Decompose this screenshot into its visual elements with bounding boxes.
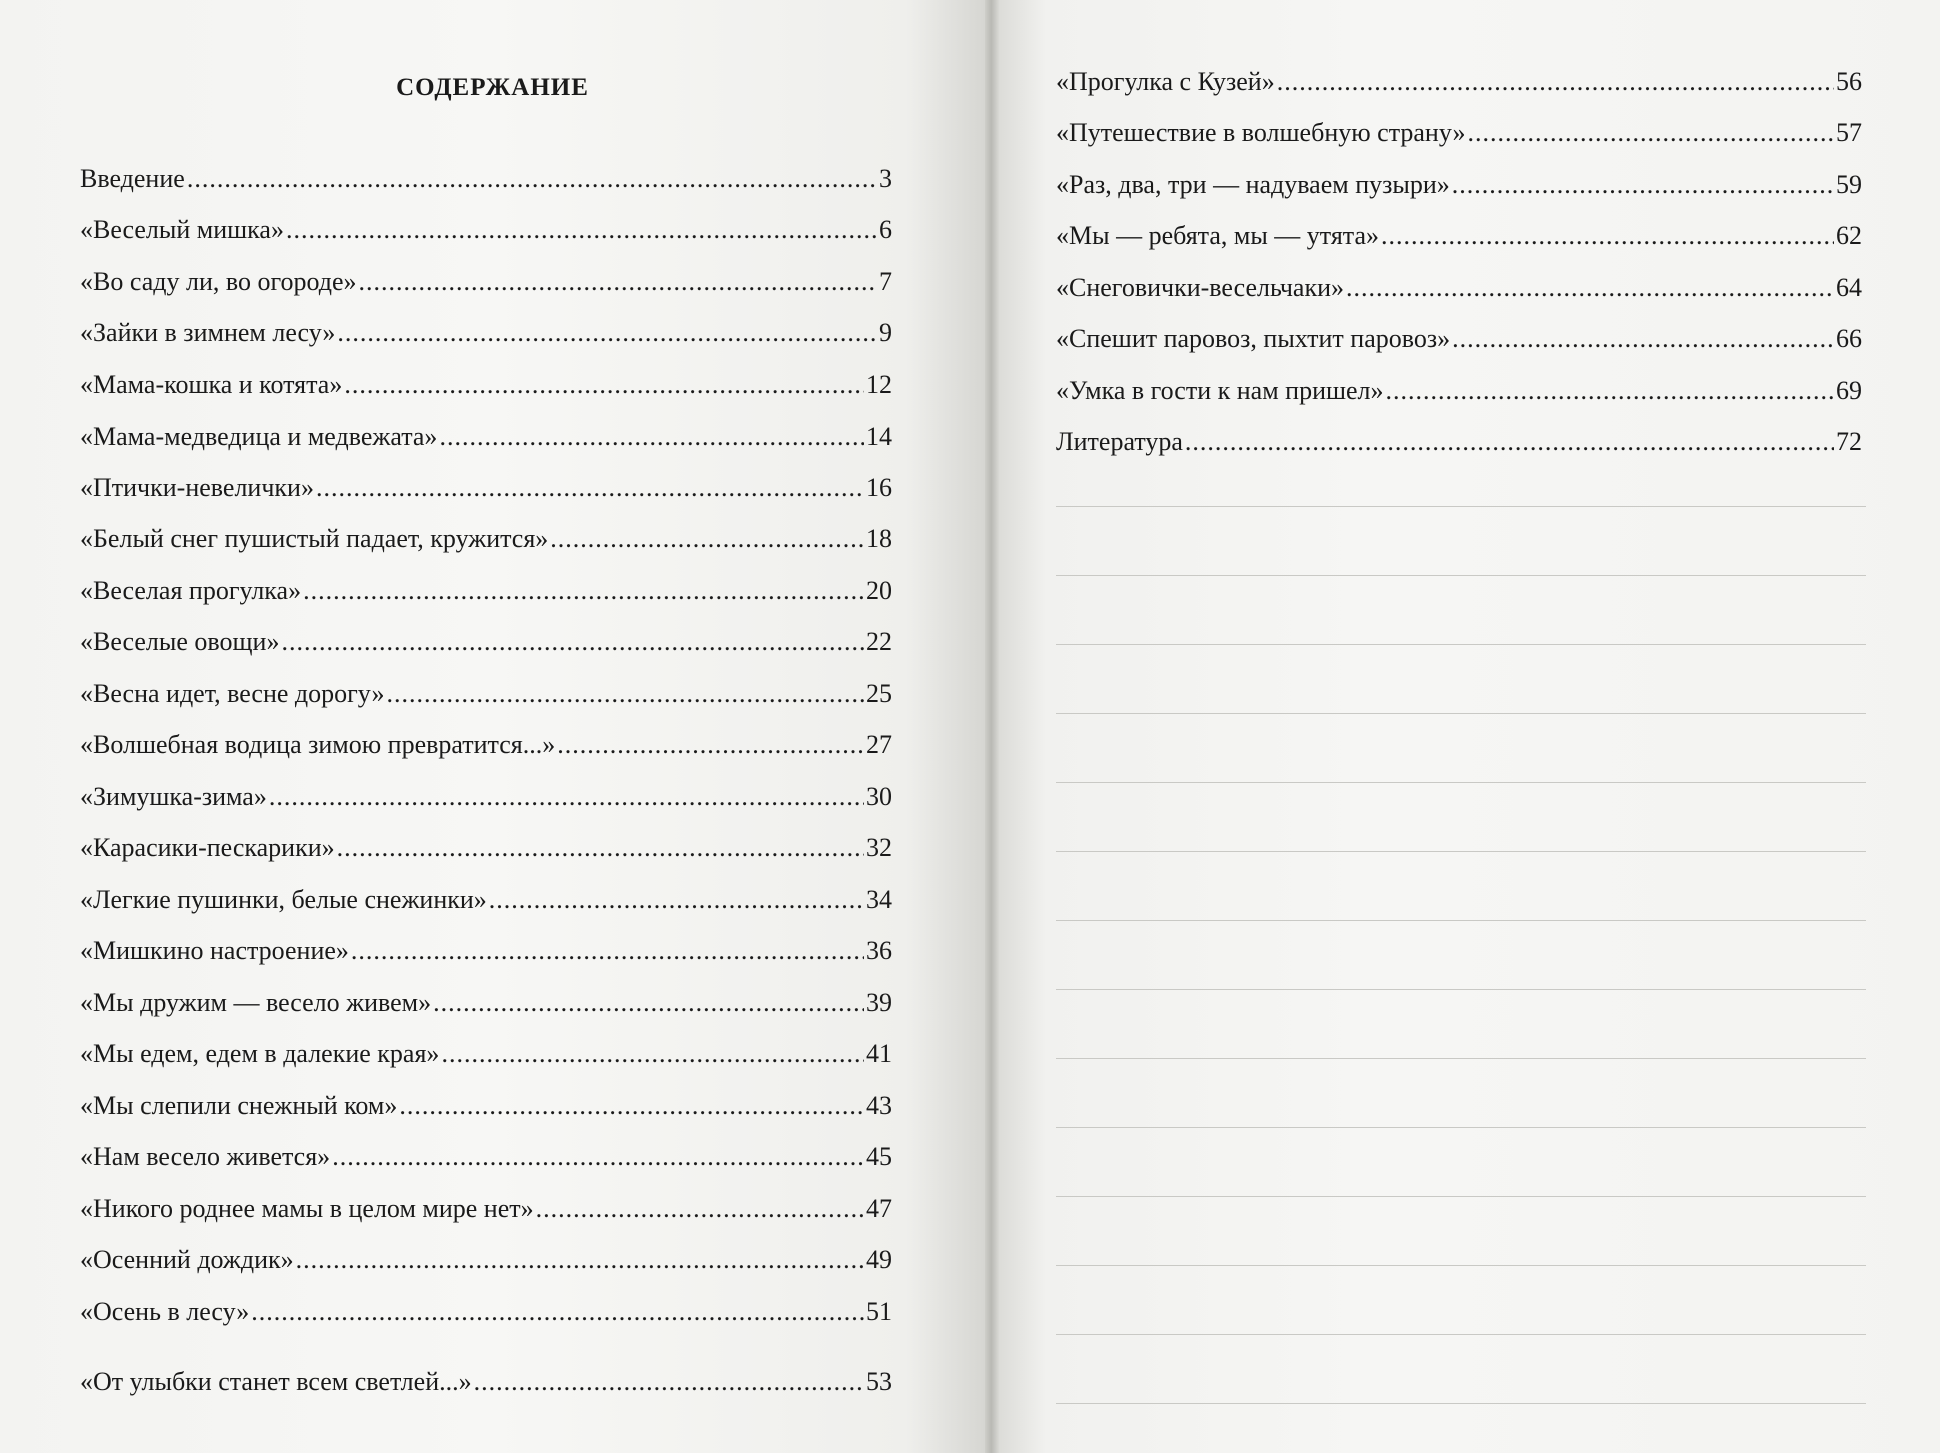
dot-leader (1277, 66, 1834, 98)
dot-leader (1185, 426, 1834, 458)
toc-entry-title: «Мы едем, едем в далекие края» (80, 1039, 440, 1068)
notes-line (1056, 1334, 1866, 1335)
toc-entry-title: «Мама-медведица и медвежата» (80, 422, 438, 451)
toc-entry-page: 34 (866, 885, 892, 914)
toc-entry-title: «Зайки в зимнем лесу» (80, 318, 336, 347)
toc-entry (80, 678, 892, 710)
toc-entry-title: «Никого роднее мамы в целом мире нет» (80, 1194, 534, 1223)
toc-entry (80, 781, 892, 813)
toc-entry (80, 1296, 892, 1328)
toc-entry (80, 317, 892, 349)
toc-entry (1056, 272, 1862, 304)
notes-line (1056, 989, 1866, 990)
toc-entry-page: 62 (1836, 221, 1862, 250)
toc-entry (80, 421, 892, 453)
toc-entry-page: 72 (1836, 427, 1862, 456)
toc-entry-page: 49 (866, 1245, 892, 1274)
dot-leader (489, 884, 864, 916)
dot-leader (474, 1366, 864, 1398)
toc-entry-title: «Осенний дождик» (80, 1245, 294, 1274)
toc-entry (1056, 426, 1862, 458)
toc-entry-title: «Мы — ребята, мы — утята» (1056, 221, 1380, 250)
toc-entry (80, 935, 892, 967)
toc-entry-page: 27 (866, 730, 892, 759)
toc-entry-page: 51 (866, 1297, 892, 1326)
toc-entry (1056, 375, 1862, 407)
toc-entry (1056, 169, 1862, 201)
toc-entry-page: 57 (1836, 118, 1862, 147)
toc-entry-page: 41 (866, 1039, 892, 1068)
notes-line (1056, 1196, 1866, 1197)
toc-entry-page: 64 (1836, 273, 1862, 302)
toc-entry-page: 47 (866, 1194, 892, 1223)
toc-entry-page: 30 (866, 782, 892, 811)
toc-entry (80, 266, 892, 298)
dot-leader (1452, 323, 1834, 355)
toc-entry-title: «Белый снег пушистый падает, кружится» (80, 524, 549, 553)
notes-line (1056, 1058, 1866, 1059)
dot-leader (251, 1296, 864, 1328)
toc-entry-title: «Карасики-пескарики» (80, 833, 335, 862)
dot-leader (332, 1141, 864, 1173)
notes-line (1056, 851, 1866, 852)
toc-entry (80, 626, 892, 658)
dot-leader (337, 832, 864, 864)
right-page (999, 0, 1940, 1453)
toc-entry-page: 16 (866, 473, 892, 502)
dot-leader (441, 1038, 864, 1070)
dot-leader (550, 523, 864, 555)
toc-entry (80, 1244, 892, 1276)
toc-entry (80, 1193, 892, 1225)
dot-leader (1452, 169, 1834, 201)
toc-entry-title: «Веселые овощи» (80, 627, 280, 656)
toc-entry-title: «Снеговички-весельчаки» (1056, 273, 1345, 302)
toc-entry-page: 3 (879, 164, 892, 193)
notes-line (1056, 713, 1866, 714)
toc-entry-title: «Осень в лесу» (80, 1297, 250, 1326)
toc-entry (1056, 66, 1862, 98)
toc-entry-title: «Во саду ли, во огороде» (80, 267, 357, 296)
dot-leader (399, 1090, 864, 1122)
toc-entry (80, 575, 892, 607)
toc-entry (80, 214, 892, 246)
dot-leader (1346, 272, 1834, 304)
dot-leader (316, 472, 864, 504)
toc-entry (1056, 220, 1862, 252)
dot-leader (386, 678, 864, 710)
dot-leader (286, 214, 877, 246)
toc-entry-title: «Птички-невелички» (80, 473, 314, 502)
toc-entry-title: «Мы дружим — весело живем» (80, 988, 432, 1017)
dot-leader (433, 987, 864, 1019)
toc-entry-page: 12 (866, 370, 892, 399)
toc-entry (80, 729, 892, 761)
toc-entry-page: 25 (866, 679, 892, 708)
notes-line (1056, 575, 1866, 576)
toc-entry-title: «Нам весело живется» (80, 1142, 331, 1171)
notes-line (1056, 782, 1866, 783)
toc-entry-page: 36 (866, 936, 892, 965)
toc-entry-page: 45 (866, 1142, 892, 1171)
toc-entry-page: 43 (866, 1091, 892, 1120)
toc-entry-title: Литература (1056, 427, 1183, 456)
toc-entry (1056, 117, 1862, 149)
notes-line (1056, 1265, 1866, 1266)
toc-entry (80, 1141, 892, 1173)
toc-entry-page: 22 (866, 627, 892, 656)
toc-entry-page: 20 (866, 576, 892, 605)
toc-entry (80, 987, 892, 1019)
dot-leader (296, 1244, 864, 1276)
toc-entry-title: Введение (80, 164, 185, 193)
toc-entry-title: «Веселая прогулка» (80, 576, 302, 605)
toc-entry-page: 59 (1836, 170, 1862, 199)
toc-entry (80, 1366, 892, 1398)
toc-entry-title: «Мы слепили снежный ком» (80, 1091, 398, 1120)
toc-entry-title: «Путешествие в волшебную страну» (1056, 118, 1466, 147)
toc-entry (80, 472, 892, 504)
dot-leader (269, 781, 864, 813)
toc-entry (80, 884, 892, 916)
notes-line (1056, 920, 1866, 921)
toc-entry (80, 1038, 892, 1070)
book-gutter (985, 0, 999, 1453)
toc-entry-title: «Волшебная водица зимою превратится...» (80, 730, 556, 759)
toc-entry (80, 1090, 892, 1122)
toc-entry-title: «Весна идет, весне дорогу» (80, 679, 385, 708)
dot-leader (303, 575, 864, 607)
toc-entry (1056, 323, 1862, 355)
toc-entry-title: «Легкие пушинки, белые снежинки» (80, 885, 487, 914)
toc-entry-page: 69 (1836, 376, 1862, 405)
notes-line (1056, 1127, 1866, 1128)
toc-entry (80, 523, 892, 555)
toc-entry-title: «Прогулка с Кузей» (1056, 67, 1275, 96)
toc-entry (80, 163, 892, 195)
dot-leader (1386, 375, 1834, 407)
toc-entry-page: 39 (866, 988, 892, 1017)
toc-entry-page: 14 (866, 422, 892, 451)
notes-line (1056, 1403, 1866, 1404)
toc-entry-page: 66 (1836, 324, 1862, 353)
toc-entry-page: 9 (879, 318, 892, 347)
toc-entry-page: 18 (866, 524, 892, 553)
toc-entry-title: «Веселый мишка» (80, 215, 284, 244)
dot-leader (439, 421, 864, 453)
toc-entry-page: 6 (879, 215, 892, 244)
dot-leader (1381, 220, 1834, 252)
notes-line (1056, 644, 1866, 645)
dot-leader (557, 729, 864, 761)
toc-entry-title: «Мишкино настроение» (80, 936, 349, 965)
notes-line (1056, 506, 1866, 507)
dot-leader (1467, 117, 1834, 149)
dot-leader (359, 266, 878, 298)
toc-entry (80, 369, 892, 401)
dot-leader (281, 626, 864, 658)
toc-entry-title: «Зимушка-зима» (80, 782, 267, 811)
toc-entry-title: «Умка в гости к нам пришел» (1056, 376, 1384, 405)
page-title: СОДЕРЖАНИЕ (396, 74, 589, 101)
dot-leader (337, 317, 877, 349)
dot-leader (344, 369, 864, 401)
toc-entry (80, 832, 892, 864)
toc-entry-title: «От улыбки станет всем светлей...» (80, 1367, 472, 1396)
toc-entry-title: «Раз, два, три — надуваем пузыри» (1056, 170, 1450, 199)
dot-leader (187, 163, 877, 195)
dot-leader (351, 935, 864, 967)
toc-entry-page: 7 (879, 267, 892, 296)
toc-entry-page: 56 (1836, 67, 1862, 96)
toc-entry-page: 32 (866, 833, 892, 862)
toc-entry-page: 53 (866, 1367, 892, 1396)
toc-entry-title: «Спешит паровоз, пыхтит паровоз» (1056, 324, 1451, 353)
toc-entry-title: «Мама-кошка и котята» (80, 370, 343, 399)
dot-leader (536, 1193, 864, 1225)
